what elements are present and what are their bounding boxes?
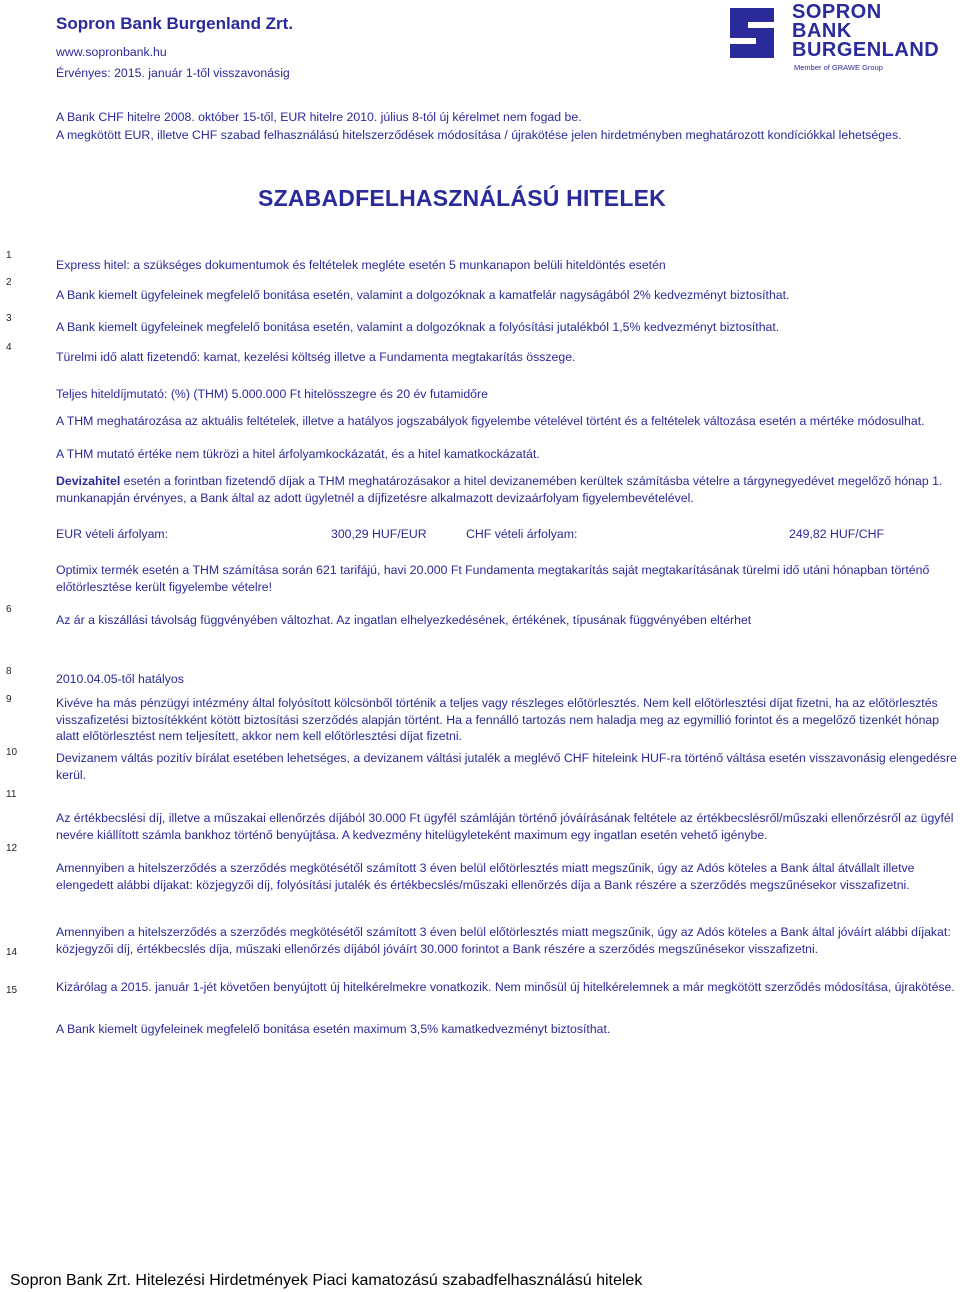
- bank-logo-mark-icon: [724, 2, 784, 62]
- note-discount-1-5pct: A Bank kiemelt ügyfeleinek megfelelő bonitása esetén, valamint a dolgozóknak a folyósítási jutalékból 1,5% kedvezményt biztosíthat.: [56, 320, 780, 334]
- note-valuation-fee: Az értékbecslési díj, illetve a műszakai ellenőrzés díjából 30.000 Ft ügyfél számláján történő jóváírásának feltétele az értékbecslésről/műszaki ellenőrzésről az ügyfél nevére kiállított számla bankhoz történő benyújtása. A kedvezmény hitelügyleteként maximum egy ingatlan esetén vehető igénybe.: [56, 811, 954, 842]
- note-deviza: [56, 473, 960, 506]
- notice-line-1: A Bank CHF hitelre 2008. október 15-től, EUR hitelre 2010. július 8-tól új kérelmet nem fogad be.: [56, 110, 582, 124]
- chf-rate-label: CHF vételi árfolyam:: [466, 527, 578, 541]
- footnote-number: 12: [6, 843, 18, 854]
- bank-logo: [724, 2, 948, 72]
- footnote-number: 10: [6, 747, 18, 758]
- note-prepay-exempt: Kivéve ha más pénzügyi intézmény által folyósított kölcsönből történik a teljes vagy részleges előtörlesztés. Nem kell előtörlesztési díjat fizetni, ha az előtörlesztés visszafizetési biztosítékként kötött biztosítási szerződés alapján történt. Ha a fennálló tartozás nem haladja meg az egymillió forintot és a megelőző tizenkét hónap alatt előtörlesztést nem teljesített, akkor nem kell előtörlesztési díjat fizetni.: [56, 696, 940, 743]
- note-effective: 2010.04.05-től hatályos: [56, 672, 184, 686]
- footnote-number: 8: [6, 666, 12, 677]
- footnote-number: 9: [6, 694, 12, 705]
- note-fx-change: Devizanem váltás pozitív bírálat esetében lehetséges, a devizanem váltási jutalék a meglévő CHF hiteleink HUF-ra történő váltása esetén visszavonásig elengedésre kerül.: [56, 751, 957, 782]
- bank-name: Sopron Bank Burgenland Zrt.: [56, 14, 294, 33]
- note-thm-calc: A THM meghatározása az aktuális feltételek, illetve a hatályos jogszabályok figyelembe vételével történt és a feltételek változása esetén a mértéke módosulhat.: [56, 414, 925, 428]
- page-title: SZABADFELHASZNÁLÁSÚ HITELEK: [258, 185, 666, 211]
- validity-text: Érvényes: 2015. január 1-től visszavonásig: [56, 66, 290, 80]
- note-discount-2pct: A Bank kiemelt ügyfeleinek megfelelő bonitása esetén, valamint a dolgozóknak a kamatfelár nagyságából 2% kedvezményt biztosíthat.: [56, 288, 790, 302]
- footnote-number: 3: [6, 313, 12, 324]
- note-price-depends: Az ár a kiszállási távolság függvényében változhat. Az ingatlan elhelyezkedésének, értékének, típusának függvényében eltérhet: [56, 613, 752, 627]
- note-thm-label: Teljes hiteldíjmutató: (%) (THM) 5.000.000 Ft hitelösszegre és 20 év futamidőre: [56, 387, 488, 401]
- note-optimix: Optimix termék esetén a THM számítása során 621 tarifájú, havi 20.000 Ft Fundamenta megtakarítás saját megtakarításának türelmi idő utáni hónapban történő előtörlesztése került figyelembe vételre!: [56, 563, 930, 594]
- note-grace-period: Türelmi idő alatt fizetendő: kamat, kezelési költség illetve a Fundamenta megtakarítás összege.: [56, 350, 576, 364]
- footnote-number: 6: [6, 604, 12, 615]
- note-deviza-rest: esetén a forintban fizetendő díjak a THM meghatározásakor a hitel devizanemében kerültek számításba vételre a tárgynegyedévet megelőző hónap 1. munkanapján érvényes, a Bank által az adott ügyletnél a díjfizetésre alkalmazott devizaárfolyam figyelembevételével.: [56, 474, 943, 505]
- eur-rate-value: 300,29 HUF/EUR: [331, 527, 427, 541]
- logo-word-burgenland: BURGENLAND: [792, 39, 940, 61]
- note-deviza-bold: Devizahitel: [56, 474, 121, 488]
- note-thm-risk: A THM mutató értéke nem tükrözi a hitel árfolyamkockázatát, és a hitel kamatkockázatát.: [56, 447, 540, 461]
- website-link[interactable]: www.sopronbank.hu: [56, 45, 167, 59]
- logo-member-text: Member of GRAWE Group: [794, 63, 883, 72]
- notice-line-2: A megkötött EUR, illetve CHF szabad felhasználású hitelszerződések módosítása / újrakötése jelen hirdetményben meghatározott kondíciókkal lehetséges.: [56, 128, 902, 142]
- footnote-number: 2: [6, 277, 12, 288]
- note-express: Express hitel: a szükséges dokumentumok és feltételek megléte esetén 5 munkanapon belüli hiteldöntés esetén: [56, 258, 666, 272]
- footnote-number: 11: [6, 789, 17, 800]
- chf-rate-value: 249,82 HUF/CHF: [789, 527, 884, 541]
- footnote-number: 15: [6, 985, 18, 996]
- logo-word-bank: BANK: [792, 20, 852, 42]
- logo-word-sopron: SOPRON: [792, 1, 882, 23]
- eur-rate-label: EUR vételi árfolyam:: [56, 527, 169, 541]
- note-early-termination-1: Amennyiben a hitelszerződés a szerződés megkötésétől számított 3 éven belül előtörlesztés miatt megszűnik, úgy az Adós köteles a Bank által átvállalt illetve elengedett alábbi díjakat: közjegyzői díj, folyósítási jutalék és értékbecslés/műszaki ellenőrzés díja a Bank részére a szerződés megszűnésekor visszafizetni.: [56, 861, 915, 892]
- footnote-number: 4: [6, 342, 12, 353]
- note-discount-3-5pct: A Bank kiemelt ügyfeleinek megfelelő bonitása esetén maximum 3,5% kamatkedvezményt biztosíthat.: [56, 1022, 611, 1036]
- footnote-number: 1: [6, 250, 12, 261]
- note-early-termination-2: Amennyiben a hitelszerződés a szerződés megkötésétől számított 3 éven belül előtörlesztés miatt megszűnik, úgy az Adós köteles a Bank által jóváírt alábbi díjakat: közjegyzői díj, értékbecslés díja, műszaki ellenőrzés díjából jóváírt 30.000 forintot a Bank részére a szerződés megszűnésekor visszafizetni.: [56, 925, 951, 956]
- note-new-applications: Kizárólag a 2015. január 1-jét követően benyújtott új hitelkérelmekre vonatkozik. Nem minősül új hitelkérelemnek a már megkötött szerződés módosítása, újrakötése.: [56, 980, 955, 994]
- page-footer: Sopron Bank Zrt. Hitelezési Hirdetmények Piaci kamatozású szabadfelhasználású hitelek: [10, 1272, 643, 1289]
- footnote-number: 14: [6, 947, 18, 958]
